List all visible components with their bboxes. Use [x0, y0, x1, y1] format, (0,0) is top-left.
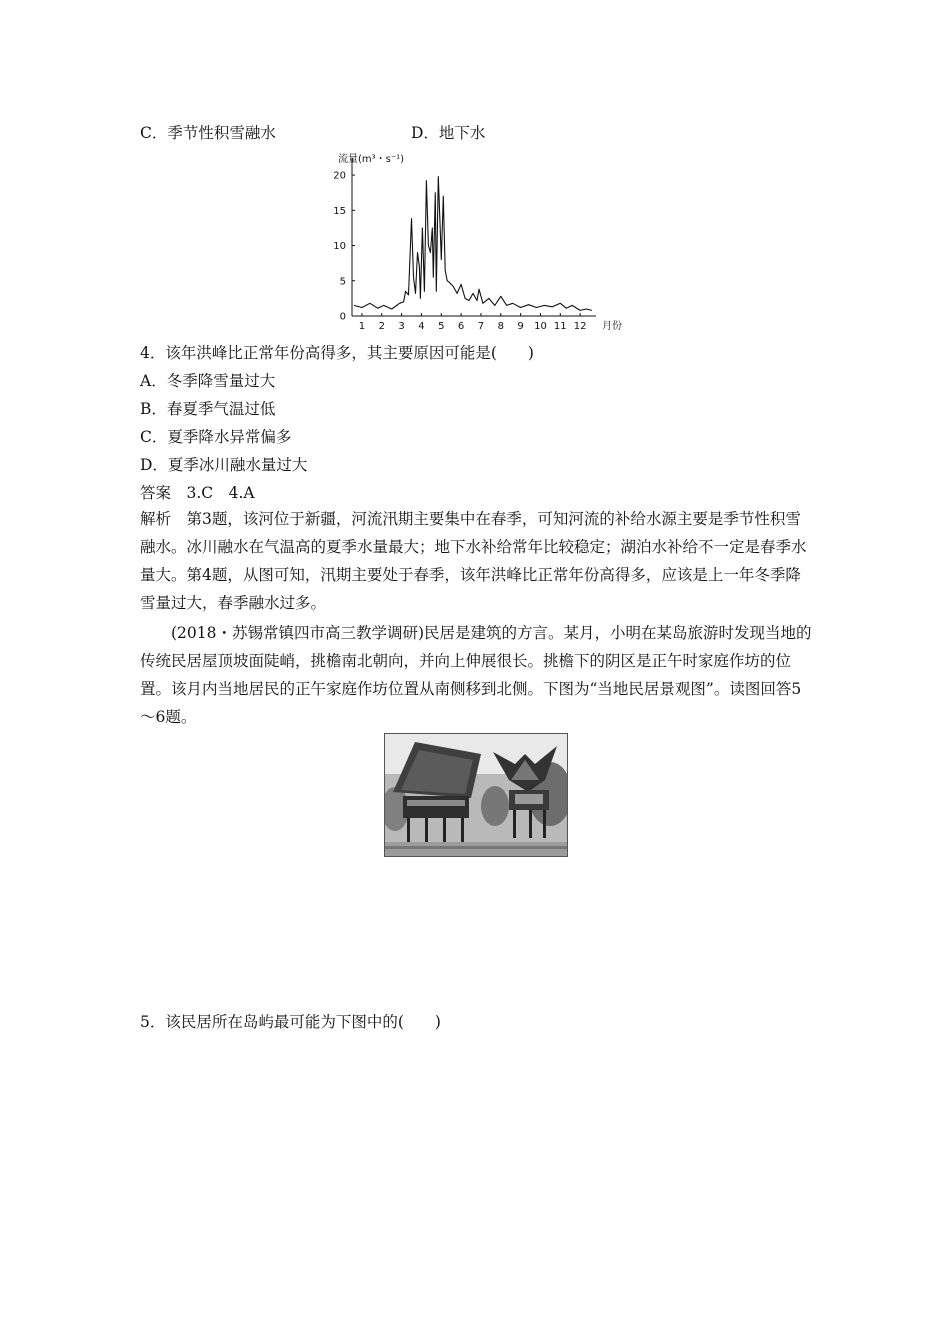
- y-tick-label: 15: [333, 205, 346, 217]
- x-tick-label: 2: [378, 321, 385, 332]
- q4-option-d: D．夏季冰川融水量过大: [140, 456, 308, 474]
- x-tick-label: 1: [358, 321, 366, 332]
- x-tick-label: 3: [398, 321, 405, 332]
- y-axis-label: 流量(m³・s⁻¹): [338, 154, 405, 165]
- answer-line: 答案 3.C 4.A: [140, 484, 255, 502]
- q4-stem: 4．该年洪峰比正常年份高得多，其主要原因可能是( ): [140, 344, 534, 362]
- x-tick-label: 6: [457, 321, 465, 332]
- q5-stem: 5．该民居所在岛屿最可能为下图中的( ): [140, 1013, 441, 1031]
- y-tick-label: 10: [333, 241, 346, 253]
- x-tick-label: 11: [553, 321, 567, 332]
- q4-option-b: B．春夏季气温过低: [140, 400, 276, 418]
- q3-option-d: D．地下水: [411, 124, 486, 142]
- q4-option-c: C．夏季降水异常偏多: [140, 428, 292, 446]
- flow-chart: [328, 150, 628, 335]
- x-tick-label: 4: [418, 321, 425, 332]
- q4-option-a: A．冬季降雪量过大: [140, 372, 276, 390]
- y-tick-label: 20: [333, 170, 346, 182]
- x-tick-label: 10: [534, 321, 547, 332]
- x-tick-label: 9: [517, 321, 524, 332]
- flow-series-line: [354, 177, 592, 311]
- x-tick-label: 7: [477, 321, 485, 332]
- y-tick-label: 0: [339, 311, 346, 323]
- x-tick-label: 12: [573, 321, 587, 332]
- y-tick-label: 5: [339, 276, 346, 288]
- analysis-paragraph: 解析 第3题，该河位于新疆，河流汛期主要集中在春季，可知河流的补给水源主要是季节性积雪融水。冰川融水在气温高的夏季水量最大；地下水补给常年比较稳定；湖泊水补给不一定是春季水量大。第4题，从图可知，汛期主要处于春季，该年洪峰比正常年份高得多，应该是上一年冬季降雪量过大，春季融水过多。: [140, 510, 807, 612]
- q3-option-c: C．季节性积雪融水: [140, 124, 276, 142]
- x-tick-label: 5: [438, 321, 445, 332]
- intro-paragraph: (2018・苏锡常镇四市高三教学调研)民居是建筑的方言。某月，小明在某岛旅游时发现当地的传统民居屋顶坡面陡峭，挑檐南北朝向，并向上伸展很长。挑檐下的阴区是正午时家庭作坊的位置。该月内当地居民的正午家庭作坊位置从南侧移到北侧。下图为“当地民居景观图”。读图回答5～6题。: [140, 624, 812, 726]
- x-tick-label: 8: [497, 321, 504, 332]
- house-photo: [384, 733, 568, 857]
- x-axis-label: 月份: [602, 321, 622, 332]
